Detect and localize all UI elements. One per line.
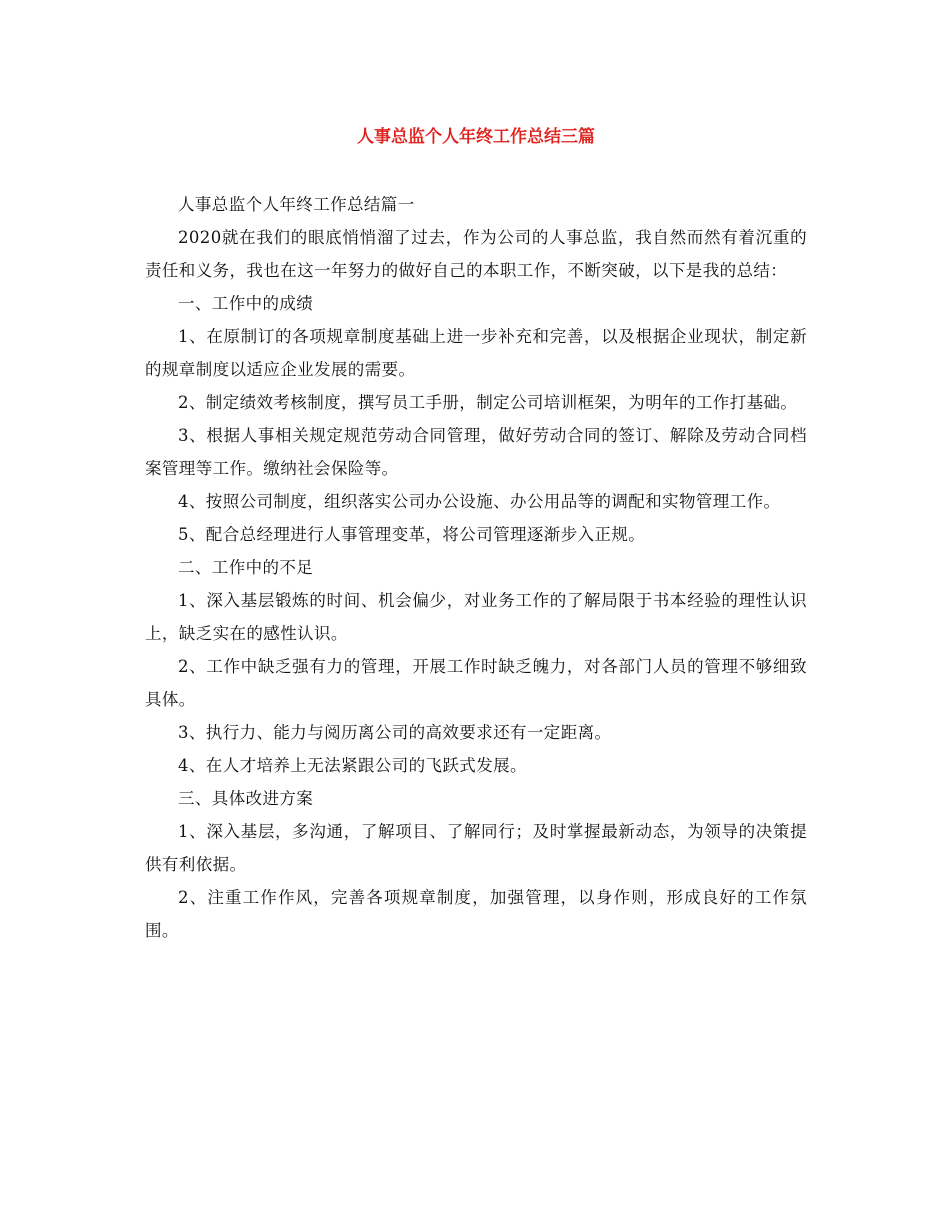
achievement-item-3: 3、根据人事相关规定规范劳动合同管理，做好劳动合同的签订、解除及劳动合同档案管理等工作。缴纳社会保险等。: [145, 426, 807, 478]
intro-paragraph: 2020就在我们的眼底悄悄溜了过去，作为公司的人事总监，我自然而然有着沉重的责任和义务，我也在这一年努力的做好自己的本职工作，不断突破，以下是我的总结：: [145, 228, 807, 280]
achievement-item-2: 2、制定绩效考核制度，撰写员工手册，制定公司培训框架，为明年的工作打基础。: [178, 393, 798, 412]
achievement-item-5: 5、配合总经理进行人事管理变革，将公司管理逐渐步入正规。: [178, 525, 646, 544]
shortcoming-item-2: 2、工作中缺乏强有力的管理，开展工作时缺乏魄力，对各部门人员的管理不够细致具体。: [145, 657, 807, 709]
improvement-item-2: 2、注重工作作风，完善各项规章制度，加强管理，以身作则，形成良好的工作氛围。: [145, 888, 807, 940]
heading-achievements: 一、工作中的成绩: [178, 294, 314, 313]
achievement-item-4: 4、按照公司制度，组织落实公司办公设施、办公用品等的调配和实物管理工作。: [178, 492, 781, 511]
heading-shortcomings: 二、工作中的不足: [178, 558, 314, 577]
shortcoming-item-4: 4、在人才培养上无法紧跟公司的飞跃式发展。: [178, 756, 527, 775]
section-heading-part-one: 人事总监个人年终工作总结篇一: [178, 195, 415, 214]
shortcoming-item-3: 3、执行力、能力与阅历离公司的高效要求还有一定距离。: [178, 723, 612, 742]
document-title: 人事总监个人年终工作总结三篇: [357, 127, 595, 147]
shortcoming-item-1: 1、深入基层锻炼的时间、机会偏少，对业务工作的了解局限于书本经验的理性认识上，缺乏实在的感性认识。: [145, 591, 807, 643]
document-body: [145, 188, 807, 947]
improvement-item-1: 1、深入基层，多沟通，了解项目、了解同行；及时掌握最新动态，为领导的决策提供有利依据。: [145, 822, 807, 874]
heading-improvements: 三、具体改进方案: [178, 789, 314, 808]
achievement-item-1: 1、在原制订的各项规章制度基础上进一步补充和完善，以及根据企业现状，制定新的规章制度以适应企业发展的需要。: [145, 327, 807, 379]
